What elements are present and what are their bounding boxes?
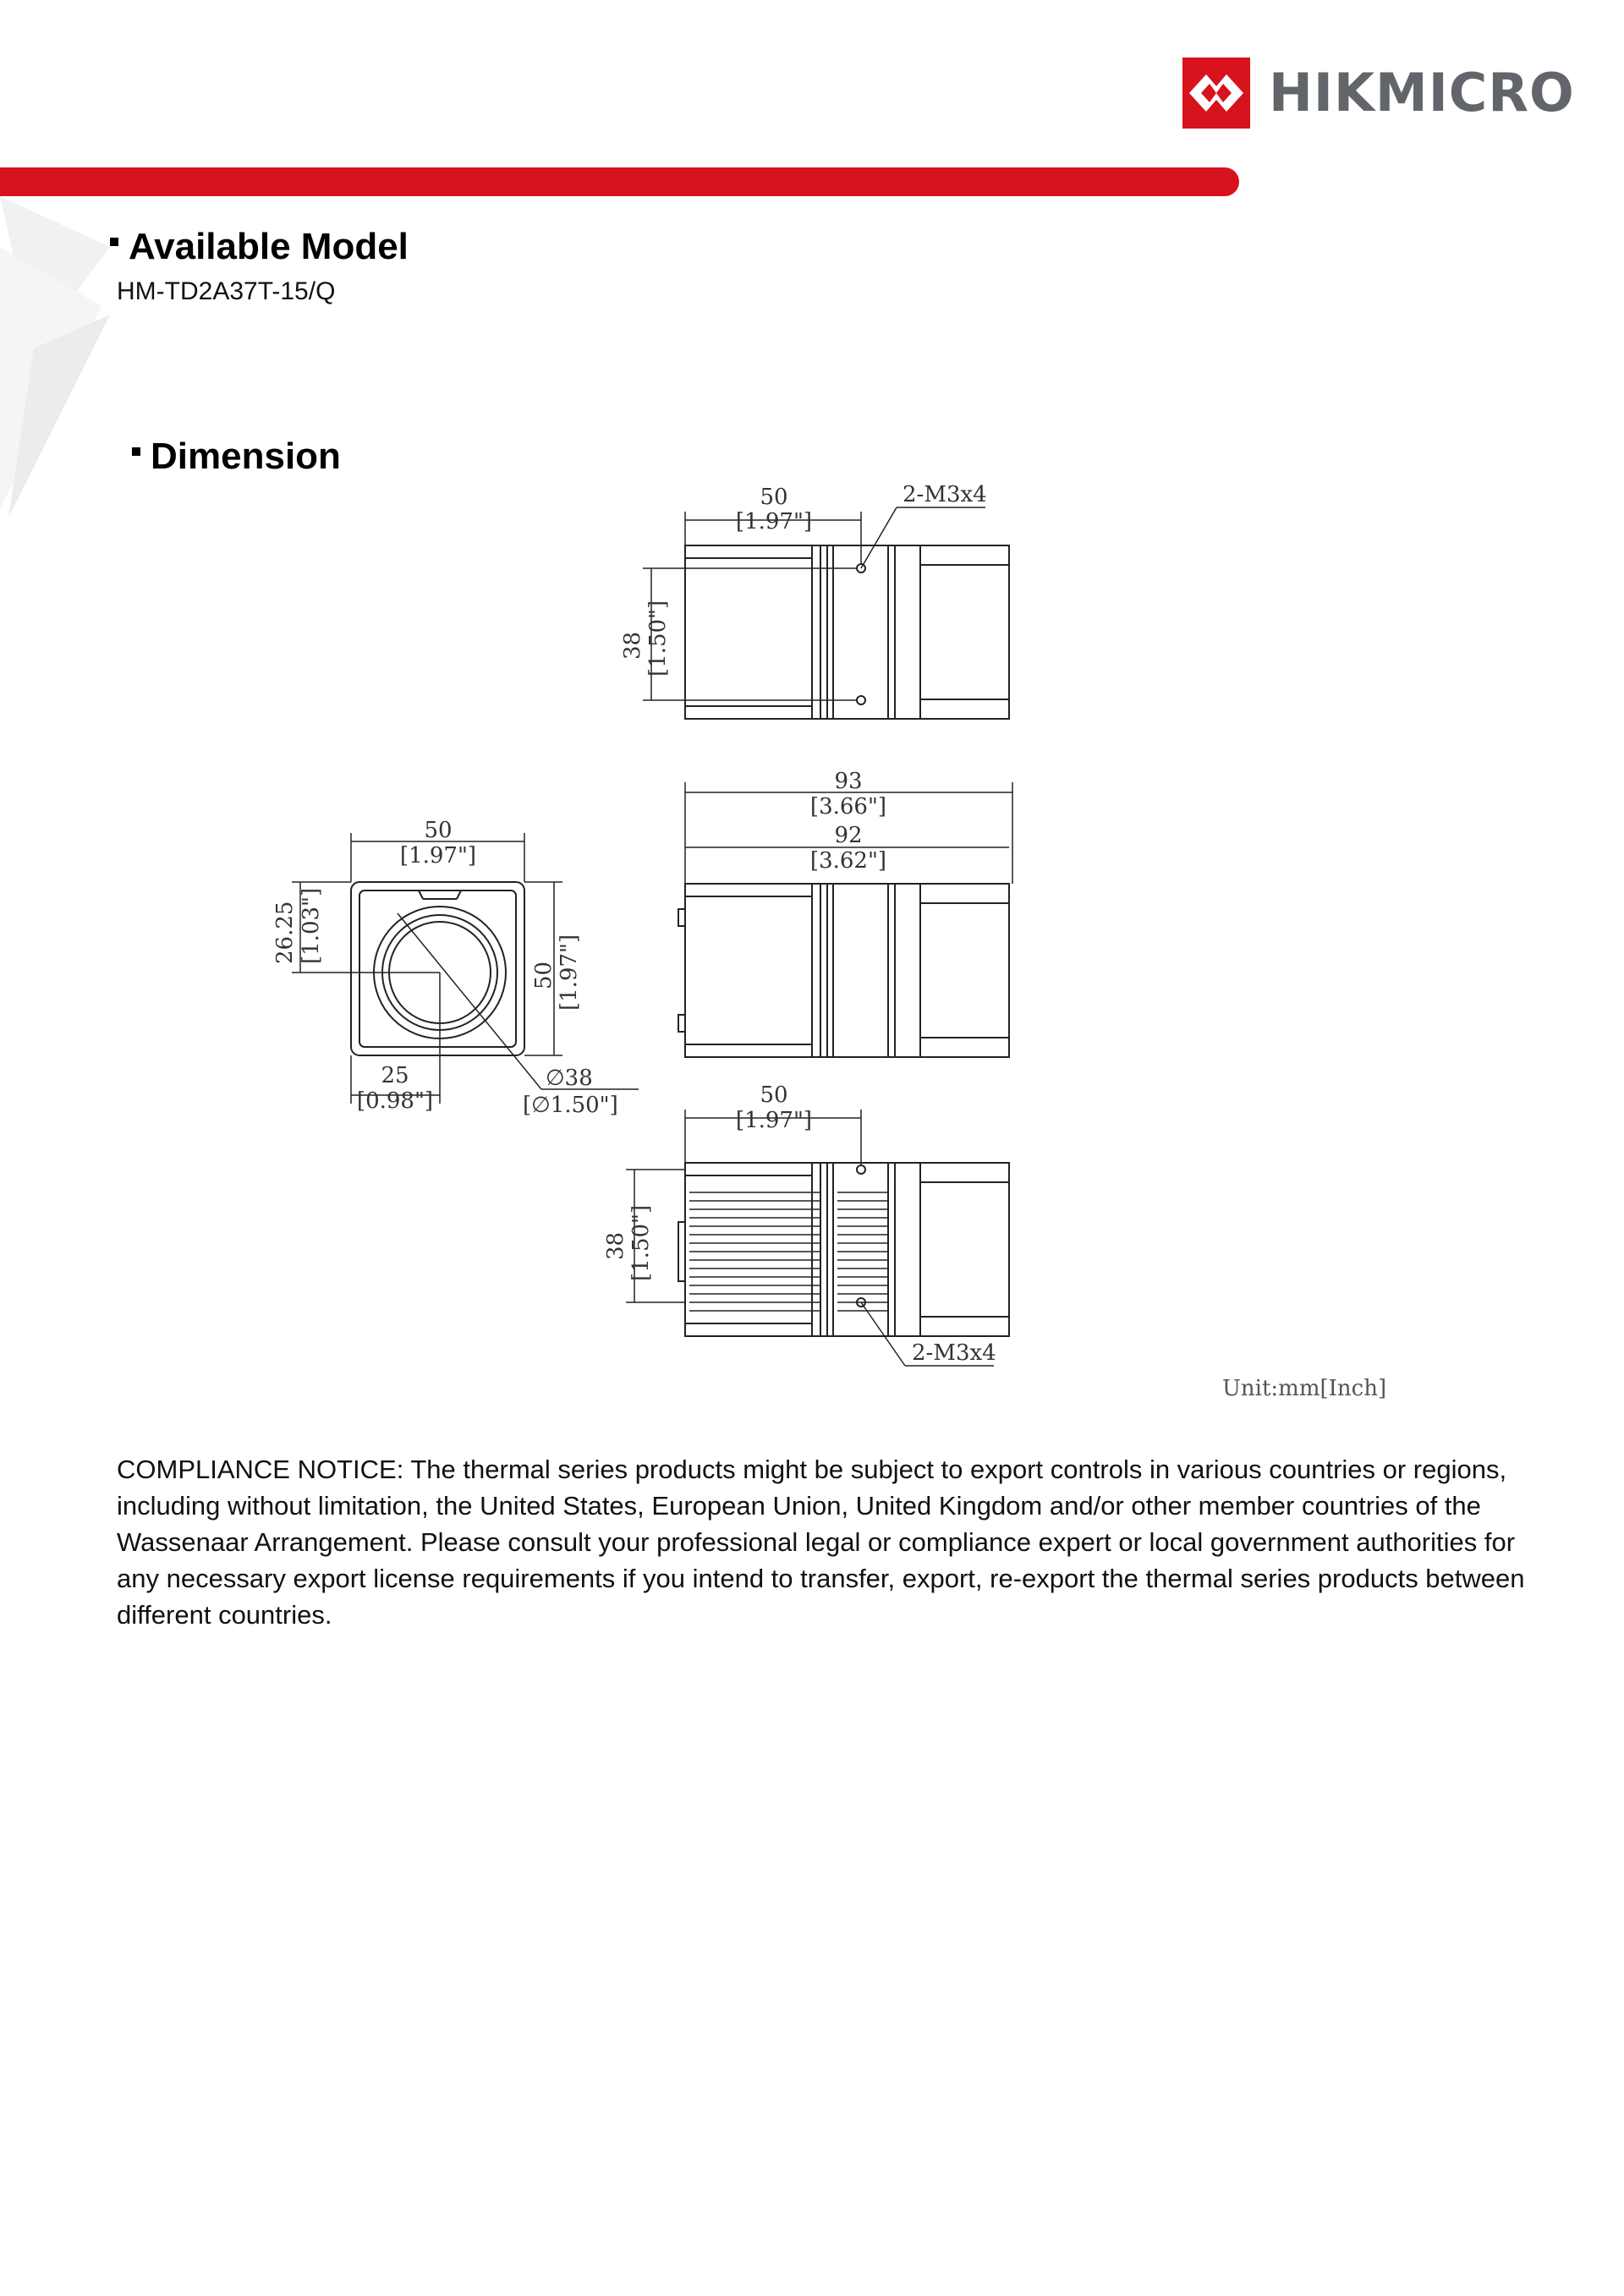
front-view <box>292 833 639 1104</box>
model-number: HM-TD2A37T-15/Q <box>117 277 336 305</box>
bottom-screw-label: 2-M3x4 <box>912 1340 996 1366</box>
lens-diameter-label: ∅38 <box>546 1066 593 1091</box>
bottom-height-inch-label: [1.50"] <box>628 1204 654 1281</box>
front-offset-label: 26.25 <box>272 901 298 964</box>
front-half-label: 25 <box>381 1063 409 1088</box>
bottom-view <box>626 1110 1009 1366</box>
front-offset-inch-label: [1.03"] <box>299 887 324 964</box>
dimension-title: Dimension <box>132 438 341 475</box>
bottom-width-label: 50 <box>760 1082 788 1108</box>
side-overall-label: 93 <box>834 769 863 794</box>
unit-label: Unit:mm[Inch] <box>1222 1376 1387 1401</box>
bottom-width-inch-label: [1.97"] <box>735 1108 813 1133</box>
top-height-inch-label: [1.50"] <box>645 600 671 677</box>
front-width-label: 50 <box>424 818 453 843</box>
available-model-title: Available Model <box>110 228 409 266</box>
top-view <box>643 507 1009 719</box>
top-screw-label: 2-M3x4 <box>903 482 987 507</box>
compliance-notice: COMPLIANCE NOTICE: The thermal series products might be subject to export controls in various countries or regions, including without limitation, the United States, European Union, United Kingdom and/or other member countries of the Wassenaar Arrangement. Please consult your professional legal or compliance expert or local government authorities for any necessary export license requirements if you intend to transfer, export, re-export the thermal series products between different countries. <box>117 1455 1525 1630</box>
top-height-label: 38 <box>620 631 645 660</box>
bottom-height-label: 38 <box>603 1231 628 1260</box>
top-width-inch-label: [1.97"] <box>735 509 813 534</box>
front-width-inch-label: [1.97"] <box>399 843 477 869</box>
lens-diameter-inch-label: [∅1.50"] <box>523 1093 618 1118</box>
side-body-inch-label: [3.62"] <box>809 848 887 874</box>
side-overall-inch-label: [3.66"] <box>809 794 887 819</box>
top-width-label: 50 <box>760 485 788 510</box>
side-body-label: 92 <box>834 823 863 848</box>
front-height-label: 50 <box>531 961 557 989</box>
front-half-inch-label: [0.98"] <box>356 1088 434 1114</box>
front-height-inch-label: [1.97"] <box>557 934 582 1011</box>
brand-name: HIKMICRO <box>1269 62 1575 123</box>
